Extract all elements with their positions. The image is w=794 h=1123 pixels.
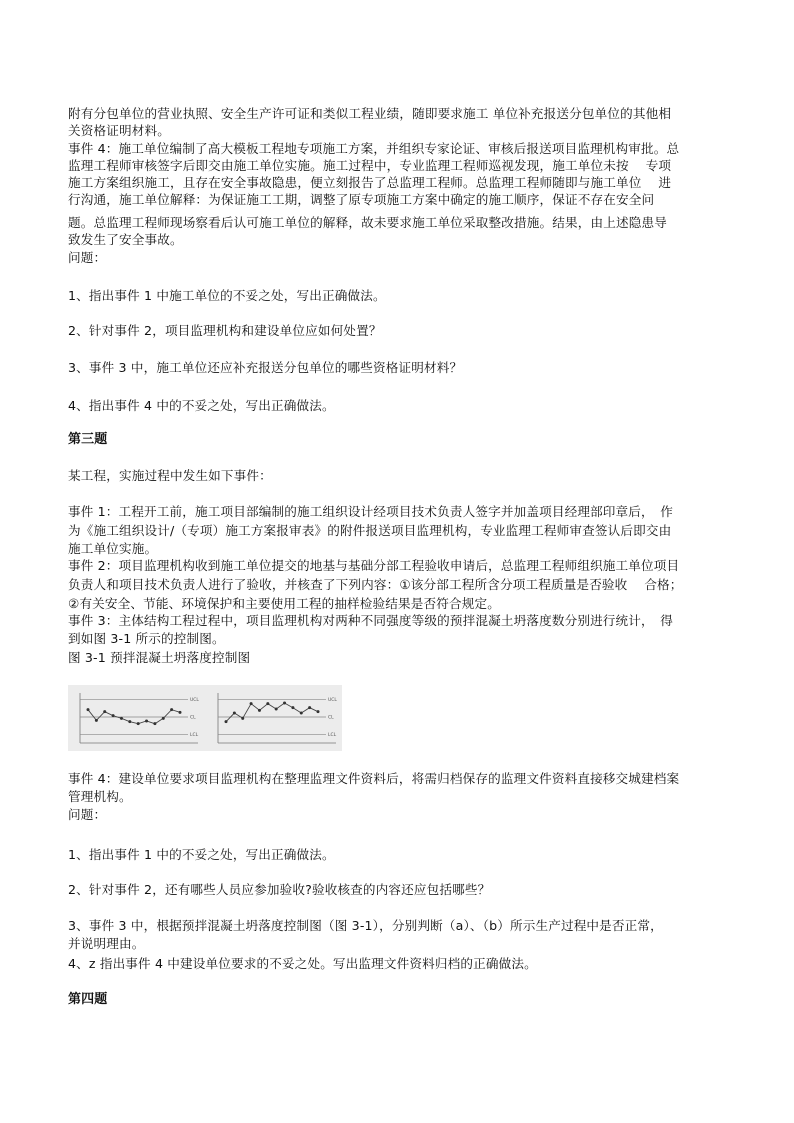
data-point [317,710,320,713]
paragraph-line: 到如图 3-1 所示的控制图。 [68,631,225,646]
paragraph-line: 施工方案组织施工，且存在安全事故隐患，便立刻报告了总监理工程师。总监理工程师随即与施工单位 进 [68,175,672,190]
paragraph-line: 关资格证明材料。 [68,123,170,138]
question-item: 3、事件 3 中，施工单位还应补充报送分包单位的哪些资格证明材料？ [68,360,463,375]
question-item: 1、指出事件 1 中的不妥之处，写出正确做法。 [68,847,335,862]
data-point [258,709,261,712]
paragraph-line: 事件 4：施工单位编制了高大模板工程地专项施工方案，并组织专家论证、审核后报送项目监理机构审批。总 [68,141,680,156]
question-item: 1、指出事件 1 中施工单位的不妥之处，写出正确做法。 [68,288,386,303]
data-point [266,702,269,705]
figure-caption: 图 3-1 预拌混凝土坍落度控制图 [68,650,251,665]
question-item: 2、针对事件 2，项目监理机构和建设单位应如何处置？ [68,323,382,338]
data-point [103,710,106,713]
paragraph-line: ②有关安全、节能、环境保护和主要使用工程的抽样检验结果是否符合规定。 [68,596,500,611]
data-point [250,702,253,705]
paragraph-line: 事件 4：建设单位要求项目监理机构在整理监理文件资料后，将需归档保存的监理文件资料直接移交城建档案 [68,771,680,786]
reference-label-lcl: LCL [190,732,199,738]
reference-label-lcl: LCL [328,732,337,738]
control-chart-svg [68,685,342,751]
reference-label-cl: CL [328,715,334,721]
data-point [87,708,90,711]
paragraph-line: 行沟通，施工单位解释：为保证施工工期，调整了原专项施工方案中确定的施工顺序，保证不存在安全问 [68,192,655,207]
reference-label-ucl: UCL [190,698,199,704]
question-item: 4、z 指出事件 4 中建设单位要求的不妥之处。写出监理文件资料归档的正确做法。 [68,956,537,971]
data-point [241,717,244,720]
section-title: 第三题 [68,432,108,447]
paragraph-line: 致发生了安全事故。 [68,232,183,247]
control-chart-figure [68,685,342,751]
data-point [112,714,115,717]
paragraph-line: 事件 2：项目监理机构收到施工单位提交的地基与基础分部工程验收申请后，总监理工程师组织施工单位项目 [68,558,680,573]
paragraph-line: 某工程，实施过程中发生如下事件： [68,468,272,483]
reference-label-ucl: UCL [328,698,337,704]
data-point [145,720,148,723]
reference-label-cl: CL [190,715,196,721]
data-point [233,712,236,715]
paragraph-line: 题。总监理工程师现场察看后认可施工单位的解释，故未要求施工单位采取整改措施。结果，由上述隐患导 [68,215,667,230]
question-item: 2、针对事件 2，还有哪些人员应参加验收?验收核查的内容还应包括哪些？ [68,882,491,897]
data-point [300,712,303,715]
data-point [308,706,311,709]
paragraph-line: 事件 3：主体结构工程过程中，项目监理机构对两种不同强度等级的预拌混凝土坍落度数分别进行统计， 得 [68,613,673,628]
section-title: 第四题 [68,992,108,1007]
data-point [95,719,98,722]
question-item: 4、指出事件 4 中的不妥之处，写出正确做法。 [68,398,335,413]
question-item: 并说明理由。 [68,936,145,951]
series-line [226,703,318,722]
paragraph-line: 附有分包单位的营业执照、安全生产许可证和类似工程业绩，随即要求施工 单位补充报送分包单位的其他相 [68,106,672,121]
data-point [225,720,228,723]
data-point [153,722,156,725]
data-point [137,722,140,725]
data-point [283,702,286,705]
paragraph-line: 管理机构。 [68,789,132,804]
paragraph-line: 事件 1：工程开工前，施工项目部编制的施工组织设计经项目技术负责人签字并加盖项目经理部印章后， 作 [68,504,673,519]
paragraph-line: 监理工程师审核签字后即交由施工单位实施。施工过程中，专业监理工程师巡视发现，施工单位未按 专项 [68,158,672,173]
data-point [162,717,165,720]
data-point [120,717,123,720]
question-heading: 问题： [68,807,107,822]
paragraph-line: 负责人和项目技术负责人进行了验收，并核查了下列内容：①该分部工程所含分项工程质量是否验收 合格； [68,577,683,592]
data-point [179,711,182,714]
paragraph-line: 为《施工组织设计/（专项）施工方案报审表》的附件报送项目监理机构，专业监理工程师审查签认后即交由 [68,523,672,538]
data-point [275,708,278,711]
question-heading: 问题： [68,250,107,265]
data-point [291,706,294,709]
data-point [170,708,173,711]
data-point [128,720,131,723]
question-item: 3、事件 3 中，根据预拌混凝土坍落度控制图（图 3-1），分别判断（a）、（b）所示生产过程中是否正常， [68,918,663,933]
paragraph-line: 施工单位实施。 [68,541,158,556]
